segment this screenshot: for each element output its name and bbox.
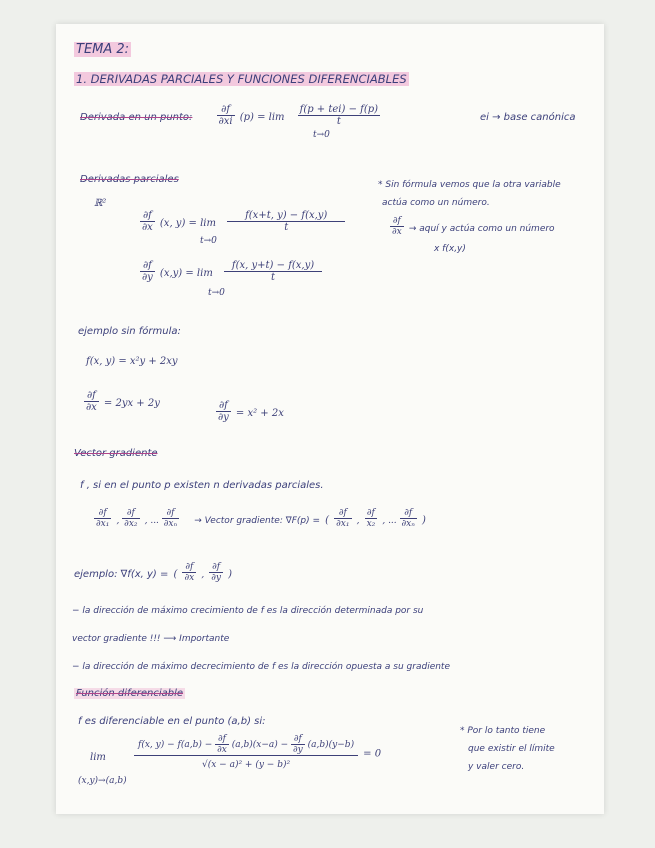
limit-subscript: t→0 [200,236,217,246]
ejemplo-label: ejemplo sin fórmula: [78,326,181,337]
vector-line: f , si en el punto p existen n derivadas parciales. [80,480,324,491]
partial-fraction [140,210,155,233]
limit-fraction [298,104,380,127]
partial-fraction [334,508,351,529]
formula-text: (a,b)(x−a) − [231,740,289,750]
limit-subscript: t→0 [208,288,225,298]
derivada-punto-row [80,104,380,127]
note-line: actúa como un número. [382,198,490,208]
partial-fraction [390,216,404,237]
base-canonica-note: ei → base canónica [480,112,576,123]
max-crecimiento-line: − la dirección de máximo crecimiento de f es la dirección determinada por su [72,606,424,616]
section-heading: 1. DERIVADAS PARCIALES Y FUNCIONES DIFERENCIABLES [76,72,407,86]
page-title: TEMA 2: [76,42,130,57]
frac-den: t [336,116,341,127]
note-fraction-row [390,216,555,237]
frac-den: ∂x₁ [96,519,110,529]
limit-word: lim [90,752,106,763]
frac-num: ∂f [334,508,351,519]
frac-den: ∂xi [218,116,233,127]
comma: , [201,570,205,580]
ejemplo-dy [216,400,284,423]
differentiable-fraction [134,734,381,770]
partial-fraction [365,508,378,529]
frac-num: ∂f [390,216,404,227]
frac-num: ∂f [182,562,196,573]
partial-fraction [122,508,139,529]
frac-num: ∂f [84,390,99,402]
formula-text: ejemplo: ∇f(x, y) = [74,569,169,580]
limit-fraction [224,260,322,283]
note-line: * Sin fórmula vemos que la otra variable [378,180,561,190]
derivada-punto-label: Derivada en un punto: [80,112,193,123]
frac-den: ∂xₙ [163,519,178,529]
max-crecimiento-line: vector gradiente !!! ⟶ Importante [72,634,230,644]
frac-num [134,734,358,756]
formula-text: = x² + 2x [235,408,284,419]
formula-text: (x,y) = lim [159,268,213,279]
partial-fraction [209,562,223,583]
frac-num: ∂f [94,508,111,519]
frac-den: ∂xₙ [401,519,415,529]
partial-fraction [162,508,179,529]
partial-fraction [84,390,99,413]
partial-fraction [215,734,229,755]
partial-fraction [94,508,111,529]
frac-den: t [271,272,276,283]
formula-text: (x, y) = lim [159,218,216,229]
diferenciable-line: f es diferenciable en el punto (a,b) si: [78,716,266,727]
frac-den: ∂x [86,402,97,413]
frac-num: ∂f [400,508,417,519]
paren: ( [173,569,178,580]
frac-num: ∂f [217,104,235,116]
frac-num: ∂f [216,400,231,412]
limit-subscript: t→0 [313,130,330,140]
partial-fraction [216,400,231,423]
formula-text: (a,b)(y−b) [307,740,355,750]
frac-den: ∂x₁ [336,519,350,529]
note-line: que existir el límite [468,744,555,754]
frac-num: f(x+t, y) − f(x,y) [227,210,345,222]
frac-den: ∂x [217,745,227,755]
frac-num: ∂f [291,734,305,745]
frac-den: √(x − a)² + (y − b)² [202,760,291,770]
frac-den: ∂y [142,272,153,283]
ejemplo-dx [84,390,160,413]
frac-num: ∂f [140,210,155,222]
frac-den: ∂y [218,412,229,423]
frac-num: ∂f [140,260,155,272]
partial-x-row [140,210,345,233]
paren: ( [325,515,330,526]
note-line: * Por lo tanto tiene [460,726,546,736]
frac-den: ∂x [184,573,195,583]
derivadas-parciales-label: Derivadas parciales [80,174,179,185]
frac-num: ∂f [209,562,223,573]
gradient-row [94,508,426,529]
formula-text: = 0 [363,748,382,760]
formula-text: , ... [144,516,162,526]
big-fraction [134,734,358,770]
frac-num: f(p + tei) − f(p) [299,104,379,115]
partial-fraction [217,104,235,127]
frac-num: f(x, y+t) − f(x,y) [224,260,322,272]
frac-num: ∂f [215,734,229,745]
limit-fraction [227,210,345,233]
comma: , [116,516,123,526]
frac-den: x₂ [366,519,376,529]
frac-den: ∂x₂ [124,519,138,529]
funcion-diferenciable-label: Función diferenciable [76,688,184,699]
frac-num: ∂f [122,508,139,519]
frac-num: ∂f [365,508,378,519]
formula-text: f(x, y) − f(a,b) − [138,740,213,750]
frac-den: ∂x [392,227,402,237]
note-line: y valer cero. [468,762,525,772]
ejemplo-function: f(x, y) = x²y + 2xy [86,356,178,367]
note-line: → aquí y actúa como un número [408,224,555,234]
notebook-page [56,24,604,814]
frac-num: ∂f [162,508,179,519]
partial-fraction [182,562,196,583]
frac-den: ∂y [211,573,222,583]
partial-fraction [291,734,305,755]
frac-den: ∂x [142,222,153,233]
partial-y-row [140,260,322,283]
note-line: x f(x,y) [434,244,466,254]
space-r2: ℝ² [94,198,107,209]
frac-den: t [284,222,289,233]
paren: ) [228,569,233,580]
partial-fraction [400,508,417,529]
formula-text: , ... [382,516,400,526]
frac-den: ∂y [293,745,303,755]
gradient-example [74,562,232,583]
max-decrecimiento-line: − la dirección de máximo decrecimiento de f es la dirección opuesta a su gradiente [72,662,450,672]
formula-text: = 2yx + 2y [103,398,160,409]
vector-gradiente-label: Vector gradiente [74,448,158,459]
formula-text: (p) = lim [239,112,285,123]
comma: , [356,516,360,526]
formula-text: → Vector gradiente: ∇F(p) = [194,516,321,526]
limit-subscript: (x,y)→(a,b) [78,776,127,786]
partial-fraction [140,260,155,283]
paren: ) [422,515,426,526]
